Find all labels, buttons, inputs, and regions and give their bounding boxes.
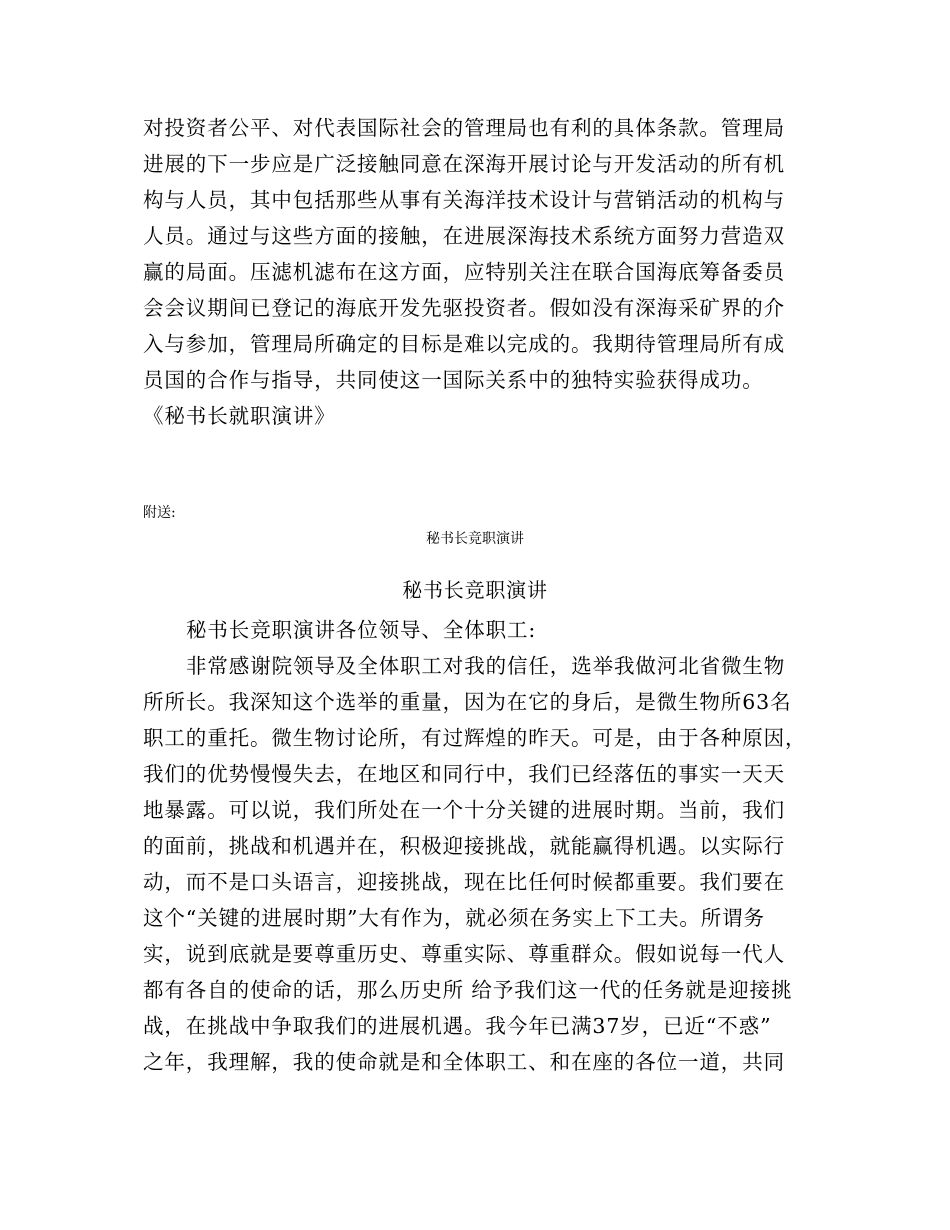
body-line: 地暴露。可以说，我们所处在一个十分关键的进展时期。当前，我们: [143, 798, 785, 822]
appendix-label: 附送:: [143, 505, 176, 521]
greeting-line: 秘书长竞职演讲各位领导、全体职工:: [186, 618, 537, 642]
body-line: 动，而不是口头语言，迎接挑战，现在比任何时候都重要。我们要在: [143, 870, 785, 894]
source-citation: 《秘书长就职演讲》: [143, 404, 336, 428]
appendix-small-title: 秘书长竞职演讲: [426, 531, 524, 547]
body-line: 都有各自的使命的话，那么历史所 给予我们这一代的任务就是迎接挑: [143, 978, 793, 1002]
body-line: 实，说到底就是要尊重历史、尊重实际、尊重群众。假如说每一代人: [143, 942, 785, 966]
body-line: 所所长。我深知这个选举的重量，因为在它的身后，是微生物所63名: [143, 690, 792, 714]
paragraph-line: 对投资者公平、对代表国际社会的管理局也有利的具体条款。管理局: [143, 116, 785, 140]
paragraph-line: 员国的合作与指导，共同使这一国际关系中的独特实验获得成功。: [143, 368, 764, 392]
body-line: 非常感谢院领导及全体职工对我的信任，选举我做河北省微生物: [186, 654, 786, 678]
body-line: 职工的重托。微生物讨论所，有过辉煌的昨天。可是，由于各种原因，: [143, 726, 807, 750]
body-line: 战，在挑战中争取我们的进展机遇。我今年已满37岁，已近“不惑”: [143, 1014, 772, 1038]
paragraph-line: 进展的下一步应是广泛接触同意在深海开展讨论与开发活动的所有机: [143, 152, 785, 176]
paragraph-line: 入与参加，管理局所确定的目标是难以完成的。我期待管理局所有成: [143, 332, 785, 356]
body-line: 我们的优势慢慢失去，在地区和同行中，我们已经落伍的事实一天天: [143, 762, 785, 786]
paragraph-line: 构与人员，其中包括那些从事有关海洋技术设计与营销活动的机构与: [143, 188, 785, 212]
appendix-main-title: 秘书长竞职演讲: [402, 578, 548, 602]
paragraph-line: 会会议期间已登记的海底开发先驱投资者。假如没有深海采矿界的介: [143, 296, 785, 320]
body-line: 的面前，挑战和机遇并在，积极迎接挑战，就能赢得机遇。以实际行: [143, 834, 785, 858]
paragraph-line: 人员。通过与这些方面的接触，在进展深海技术系统方面努力营造双: [143, 224, 785, 248]
paragraph-line: 赢的局面。压滤机滤布在这方面，应特别关注在联合国海底筹备委员: [143, 260, 785, 284]
body-line: 这个“关键的进展时期”大有作为，就必须在务实上下工夫。所谓务: [143, 906, 765, 930]
body-line: 之年，我理解，我的使命就是和全体职工、和在座的各位一道，共同: [143, 1050, 785, 1074]
